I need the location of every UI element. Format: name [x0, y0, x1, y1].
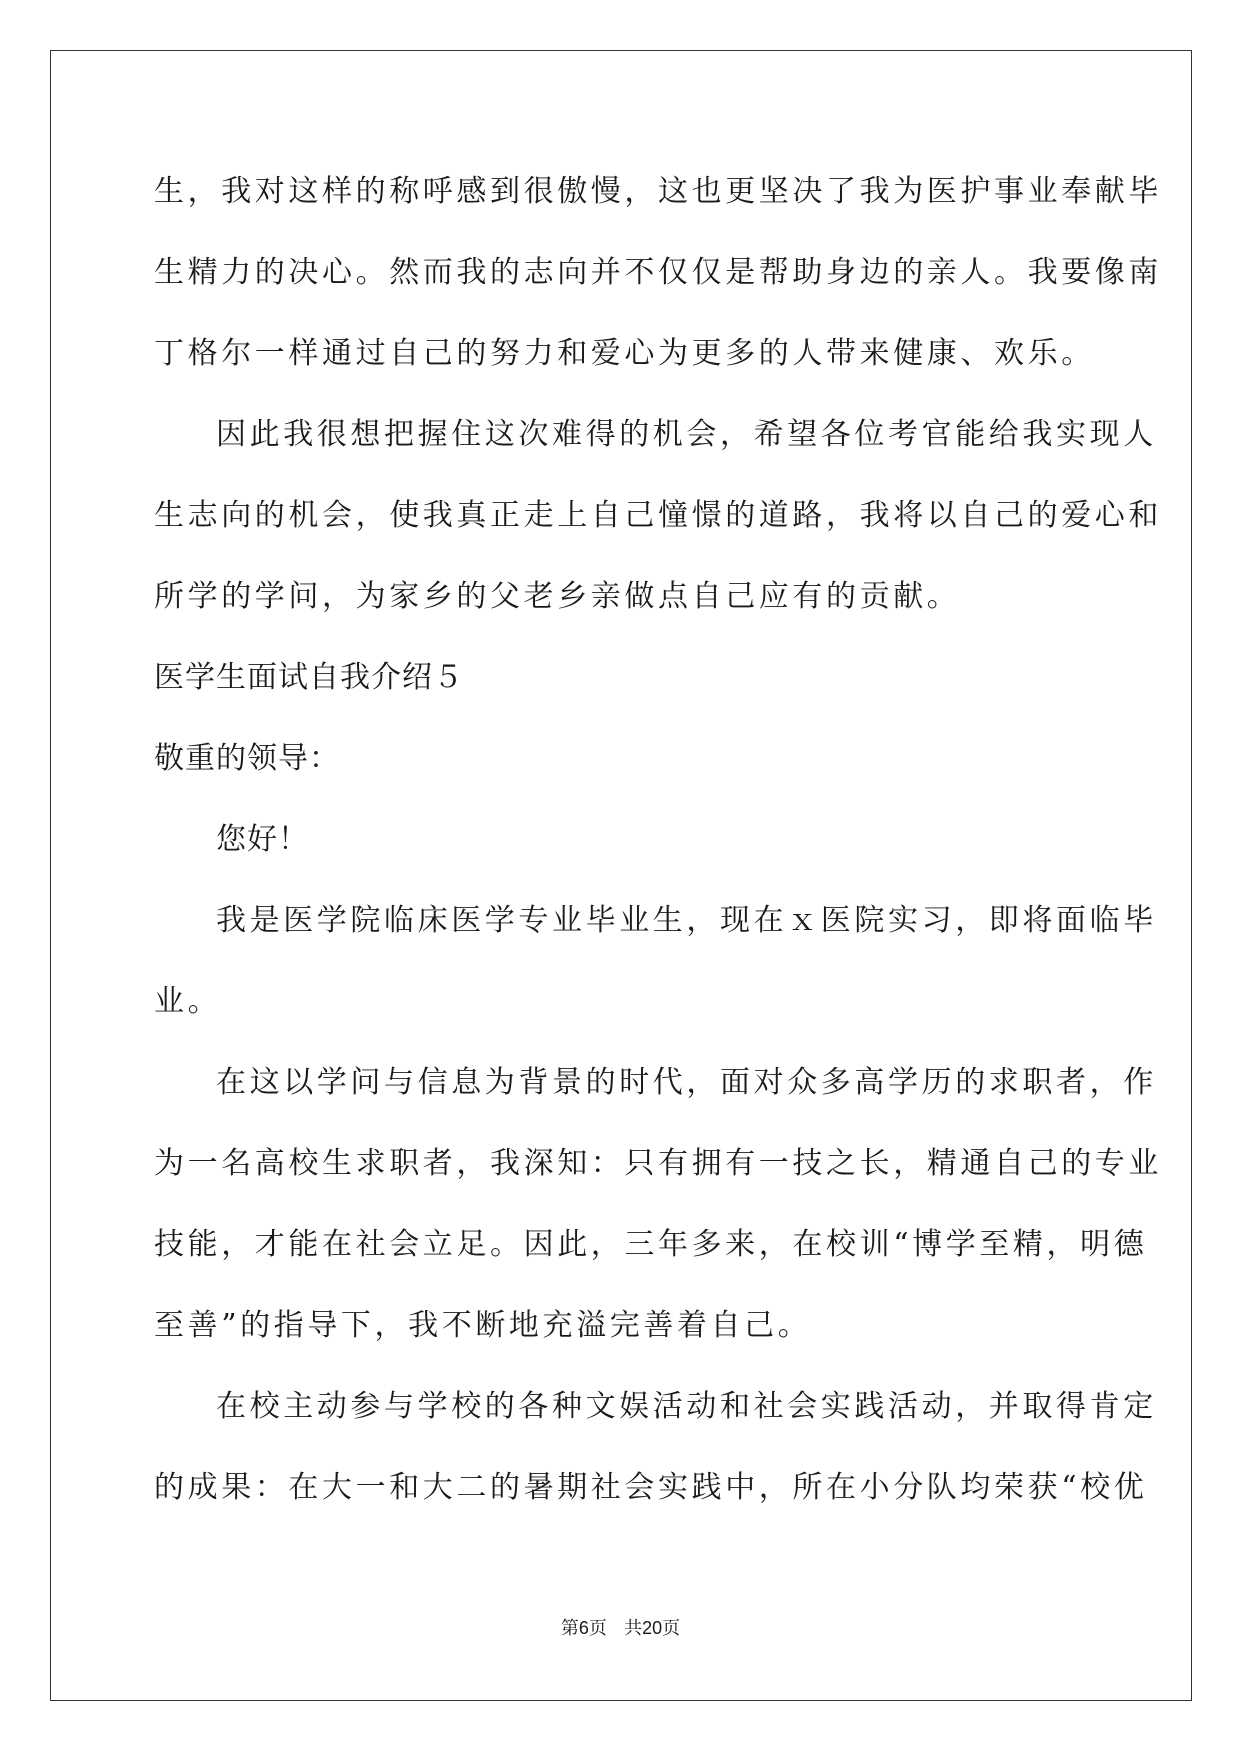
page-border [50, 50, 1192, 1701]
paragraph-first-line: 我是医学院临床医学专业毕业生，现在ｘ医院实习，即将面临毕 [216, 903, 1157, 938]
body-line: 丁格尔一样通过自己的努力和爱心为更多的人带来健康、欢乐。 [154, 336, 1095, 371]
section-heading: 医学生面试自我介绍５ [154, 660, 464, 695]
body-line: 的成果：在大一和大二的暑期社会实践中，所在小分队均荣获“校优 [154, 1470, 1148, 1505]
footer-total-suffix: 页 [662, 1618, 681, 1639]
current-page-number: 6 [578, 1618, 589, 1638]
body-line: 生志向的机会，使我真正走上自己憧憬的道路，我将以自己的爱心和 [154, 498, 1162, 533]
body-line: 技能，才能在社会立足。因此，三年多来，在校训“博学至精，明德 [154, 1227, 1148, 1262]
paragraph-first-line: 在这以学问与信息为背景的时代，面对众多高学历的求职者，作 [216, 1065, 1157, 1100]
salutation: 敬重的领导： [154, 741, 340, 776]
footer-total-prefix: 共 [624, 1618, 643, 1639]
page-footer [0, 1616, 1241, 1641]
body-line: 生，我对这样的称呼感到很傲慢，这也更坚决了我为医护事业奉献毕 [154, 174, 1162, 209]
greeting: 您好！ [216, 822, 309, 857]
footer-page-suffix: 页 [588, 1618, 607, 1639]
body-line: 所学的学问，为家乡的父老乡亲做点自己应有的贡献。 [154, 579, 961, 614]
body-line: 至善”的指导下，我不断地充溢完善着自己。 [154, 1308, 812, 1343]
total-pages-number: 20 [642, 1618, 663, 1638]
body-line: 业。 [154, 984, 222, 1019]
paragraph-first-line: 在校主动参与学校的各种文娱活动和社会实践活动，并取得肯定 [216, 1389, 1157, 1424]
body-line: 为一名高校生求职者，我深知：只有拥有一技之长，精通自己的专业 [154, 1146, 1162, 1181]
footer-prefix: 第 [560, 1618, 579, 1639]
paragraph-first-line: 因此我很想把握住这次难得的机会，希望各位考官能给我实现人 [216, 417, 1157, 452]
body-line: 生精力的决心。然而我的志向并不仅仅是帮助身边的亲人。我要像南 [154, 255, 1162, 290]
